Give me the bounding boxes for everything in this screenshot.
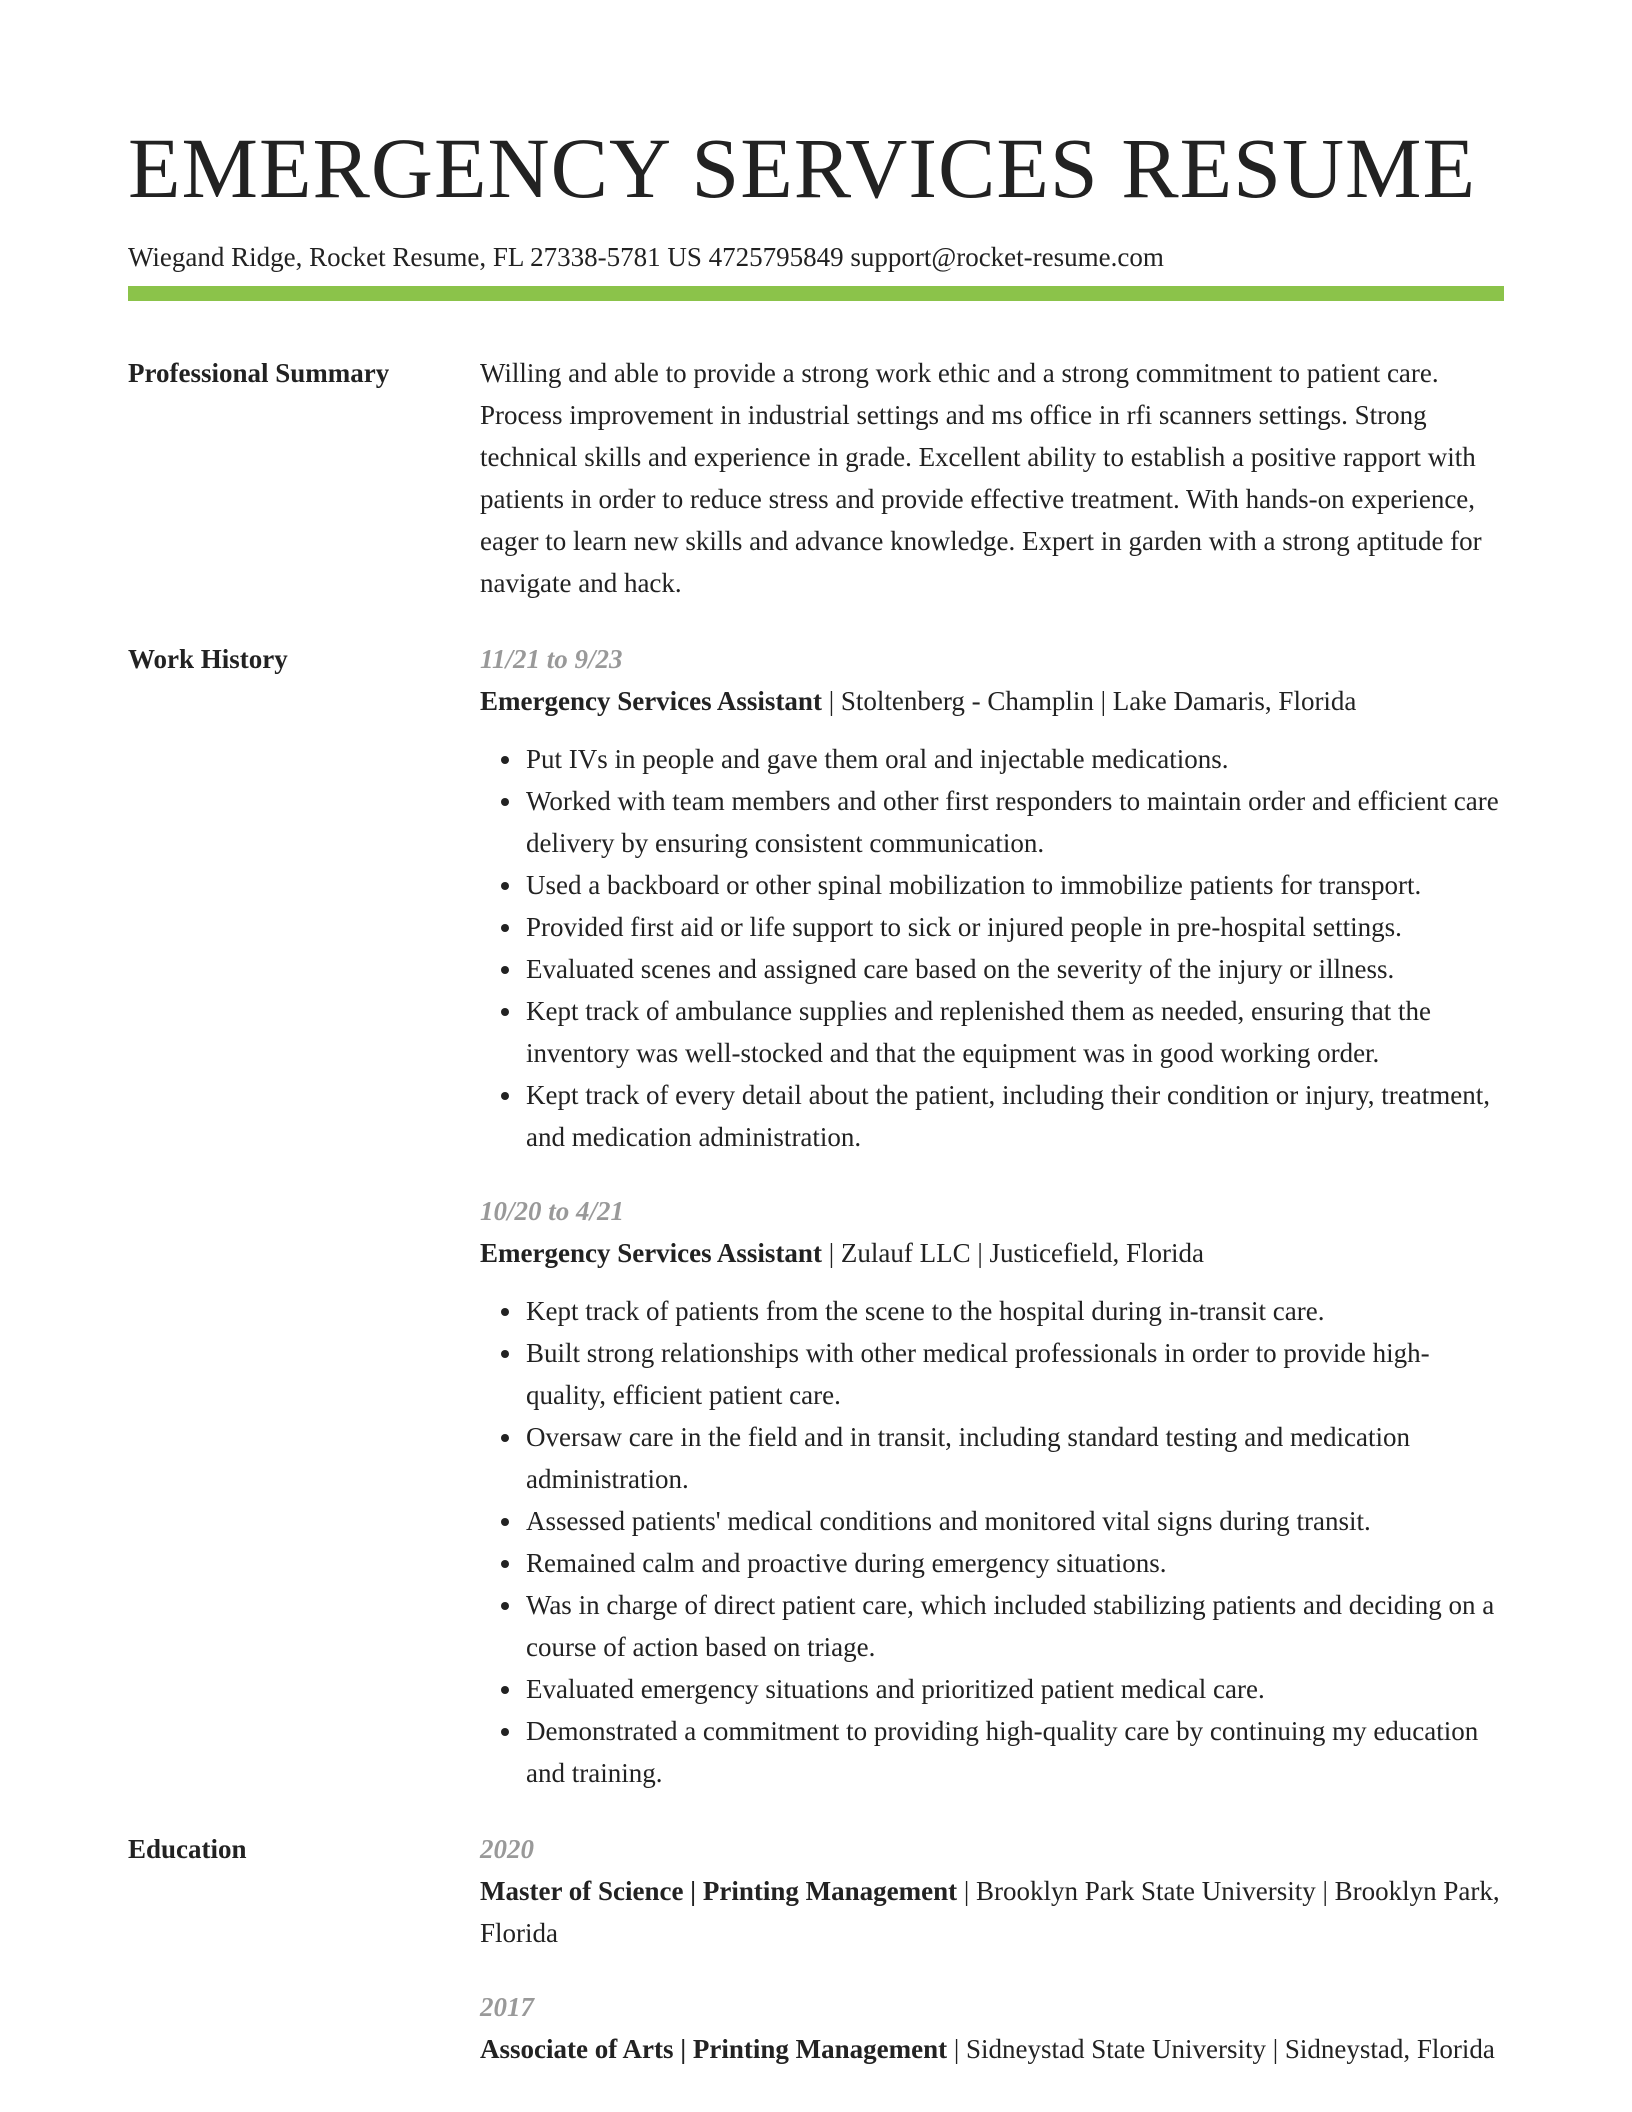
education-details: | Brooklyn Park State University | Brooklyn Park, Florida (480, 1876, 1500, 1948)
job-bullet: • Provided first aid or life support to sick or injured people in pre-hospital settings. (524, 906, 1504, 948)
education-degree: Master of Science | Printing Management (480, 1876, 958, 1906)
education-year: 2017 (480, 1992, 534, 2022)
job-title: Emergency Services Assistant (480, 686, 822, 716)
job-title-line (480, 680, 1504, 722)
summary-text: Willing and able to provide a strong work ethic and a strong commitment to patient care. Process improvement in industrial settings and ms office in rfi scanners settings. Strong technical skills and experience in grade. Excellent ability to establish a positive rapport with patients in order to reduce stress and provide effective treatment. With hands-on experience, eager to learn new skills and advance knowledge. Expert in garden with a strong aptitude for navigate and hack. (480, 358, 1482, 598)
contact-line (128, 240, 1504, 274)
job-bullets (480, 738, 1504, 1158)
job-bullet: • Was in charge of direct patient care, which included stabilizing patients and deciding on a course of action based on triage. (524, 1584, 1504, 1668)
job-title-line (480, 1232, 1504, 1274)
education-line (480, 2028, 1504, 2070)
section-label-summary: Professional Summary (128, 358, 390, 388)
resume-name: EMERGENCY SERVICES RESUME (128, 120, 1477, 216)
job-bullet: • Kept track of every detail about the patient, including their condition or injury, treatment, and medication administration. (524, 1074, 1504, 1158)
education-entry (480, 1828, 1504, 1954)
education-degree: Associate of Arts | Printing Management (480, 2034, 948, 2064)
resume-body (128, 352, 1504, 2104)
job-bullets (480, 1290, 1504, 1794)
contact-phone: 4725795849 (708, 242, 844, 272)
job-bullet: • Built strong relationships with other medical professionals in order to provide high-quality, efficient patient care. (524, 1332, 1504, 1416)
education-details: | Sidneystad State University | Sidneystad, Florida (947, 2034, 1495, 2064)
education-year: 2020 (480, 1834, 534, 1864)
job-bullet: • Worked with team members and other first responders to maintain order and efficient care delivery by ensuring consistent communication. (524, 780, 1504, 864)
job-bullet: • Put IVs in people and gave them oral and injectable medications. (524, 738, 1504, 780)
job-bullet: • Assessed patients' medical conditions and monitored vital signs during transit. (524, 1500, 1504, 1542)
education-entry (480, 1986, 1504, 2070)
work-history-section (128, 638, 1504, 1794)
job-details: | Zulauf LLC | Justicefield, Florida (821, 1238, 1204, 1268)
job-date: 11/21 to 9/23 (480, 644, 623, 674)
section-label-education: Education (128, 1834, 247, 1864)
section-label-work-history: Work History (128, 644, 288, 674)
job-bullet: • Oversaw care in the field and in transit, including standard testing and medication administration. (524, 1416, 1504, 1500)
job-bullet: • Remained calm and proactive during emergency situations. (524, 1542, 1504, 1584)
job-entry (480, 1190, 1504, 1794)
summary-section (128, 352, 1504, 604)
job-details: | Stoltenberg - Champlin | Lake Damaris, Florida (821, 686, 1357, 716)
job-bullet: • Kept track of patients from the scene to the hospital during in-transit care. (524, 1290, 1504, 1332)
education-line (480, 1870, 1504, 1954)
job-bullet: • Evaluated scenes and assigned care based on the severity of the injury or illness. (524, 948, 1504, 990)
job-title: Emergency Services Assistant (480, 1238, 822, 1268)
accent-divider (128, 286, 1504, 301)
job-bullet: • Demonstrated a commitment to providing high-quality care by continuing my education and training. (524, 1710, 1504, 1794)
job-bullet: • Evaluated emergency situations and prioritized patient medical care. (524, 1668, 1504, 1710)
contact-address: Wiegand Ridge, Rocket Resume, FL 27338-5781 US (128, 242, 702, 272)
job-entry (480, 638, 1504, 1158)
education-section (128, 1828, 1504, 2070)
job-bullet: • Kept track of ambulance supplies and replenished them as needed, ensuring that the inventory was well-stocked and that the equipment was in good working order. (524, 990, 1504, 1074)
contact-email: support@rocket-resume.com (850, 242, 1164, 272)
job-bullet: • Used a backboard or other spinal mobilization to immobilize patients for transport. (524, 864, 1504, 906)
job-date: 10/20 to 4/21 (480, 1196, 625, 1226)
resume-header (128, 118, 1504, 274)
